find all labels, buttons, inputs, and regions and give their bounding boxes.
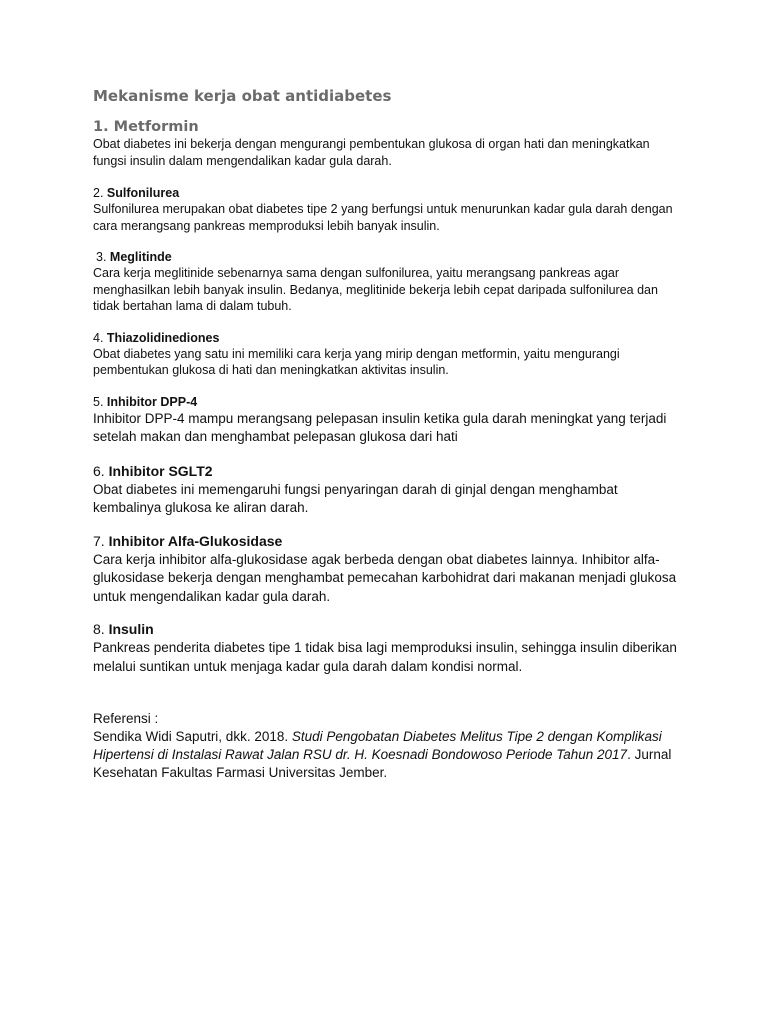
section-name: Inhibitor Alfa-Glukosidase <box>108 532 283 549</box>
section-text: Sulfonilurea merupakan obat diabetes tipe 2 yang berfungsi untuk menurunkan kadar gula darah dengan cara merangsang pankreas memproduksi lebih banyak insulin. <box>93 202 673 233</box>
section-text: Obat diabetes yang satu ini memiliki cara kerja yang mirip dengan metformin, yaitu mengurangi pembentukan glukosa di hati dan meningkatkan aktivitas insulin. <box>93 346 620 377</box>
section-inhibitor-alfa-glukosidase <box>93 531 683 607</box>
section-name: Sulfonilurea <box>106 186 180 200</box>
section-number: 2. <box>93 186 104 200</box>
section-meglitinde <box>93 249 683 315</box>
section-name: Thiazolidinediones <box>106 330 220 345</box>
section-insulin <box>93 619 683 676</box>
section-number: 3. <box>96 250 107 264</box>
section-text: Obat diabetes ini bekerja dengan mengurangi pembentukan glukosa di organ hati dan meningkatkan fungsi insulin dalam mengendalikan kadar gula darah. <box>93 137 650 168</box>
section-number: 1. <box>93 119 109 135</box>
section-heading <box>93 118 683 136</box>
section-heading <box>93 394 683 410</box>
section-name: Metformin <box>113 119 199 135</box>
reference-journal: . Jurnal Kesehatan Fakultas Farmasi Universitas Jember. <box>93 747 672 780</box>
section-heading <box>93 249 683 265</box>
section-heading <box>93 330 683 346</box>
document-title: Mekanisme kerja obat antidiabetes <box>93 87 392 105</box>
section-number: 8. <box>93 621 105 637</box>
section-number: 6. <box>93 462 105 479</box>
section-name: Meglitinde <box>109 250 172 264</box>
section-name: Inhibitor DPP-4 <box>106 394 198 409</box>
reference-citation <box>93 728 683 782</box>
reference-authors: Sendika Widi Saputri, dkk. 2018. <box>93 729 292 744</box>
section-inhibitor-dpp4 <box>93 394 683 447</box>
section-heading <box>93 461 683 481</box>
section-number: 4. <box>93 330 104 345</box>
section-text: Pankreas penderita diabetes tipe 1 tidak bisa lagi memproduksi insulin, sehingga insulin diberikan melalui suntikan untuk menjaga kadar gula darah dalam kondisi normal. <box>93 640 677 674</box>
reference-block <box>93 710 683 782</box>
document-content <box>93 86 683 782</box>
section-text: Obat diabetes ini memengaruhi fungsi penyaringan darah di ginjal dengan menghambat kembalinya glukosa ke aliran darah. <box>93 481 618 515</box>
section-name: Insulin <box>108 621 154 637</box>
section-heading <box>93 531 683 551</box>
section-name: Inhibitor SGLT2 <box>108 462 213 479</box>
section-heading <box>93 185 683 201</box>
section-thiazolidinediones <box>93 330 683 379</box>
section-inhibitor-sglt2 <box>93 461 683 518</box>
reference-title: Studi Pengobatan Diabetes Melitus Tipe 2 dengan Komplikasi Hipertensi di Instalasi Rawat Jalan RSU dr. H. Koesnadi Bondowoso Periode Tahun 2017 <box>93 729 662 762</box>
section-number: 5. <box>93 394 104 409</box>
section-text: Cara kerja inhibitor alfa-glukosidase agak berbeda dengan obat diabetes lainnya. Inhibitor alfa-glukosidase bekerja dengan menghambat pemecahan karbohidrat dari makanan menjadi glukosa untuk mengendalikan kadar gula darah. <box>93 551 677 604</box>
section-text: Inhibitor DPP-4 mampu merangsang pelepasan insulin ketika gula darah meningkat yang terjadi setelah makan dan menghambat pelepasan glukosa dari hati <box>93 410 667 444</box>
reference-label: Referensi : <box>93 711 159 726</box>
section-number: 7. <box>93 532 105 549</box>
section-heading <box>93 619 683 639</box>
section-text: Cara kerja meglitinide sebenarnya sama dengan sulfonilurea, yaitu merangsang pankreas agar menghasilkan lebih banyak insulin. Bedanya, meglitinide bekerja lebih cepat daripada sulfonilurea dan tidak bertahan lama di dalam tubuh. <box>93 266 658 313</box>
section-metformin <box>93 118 683 169</box>
section-sulfonilurea <box>93 185 683 234</box>
